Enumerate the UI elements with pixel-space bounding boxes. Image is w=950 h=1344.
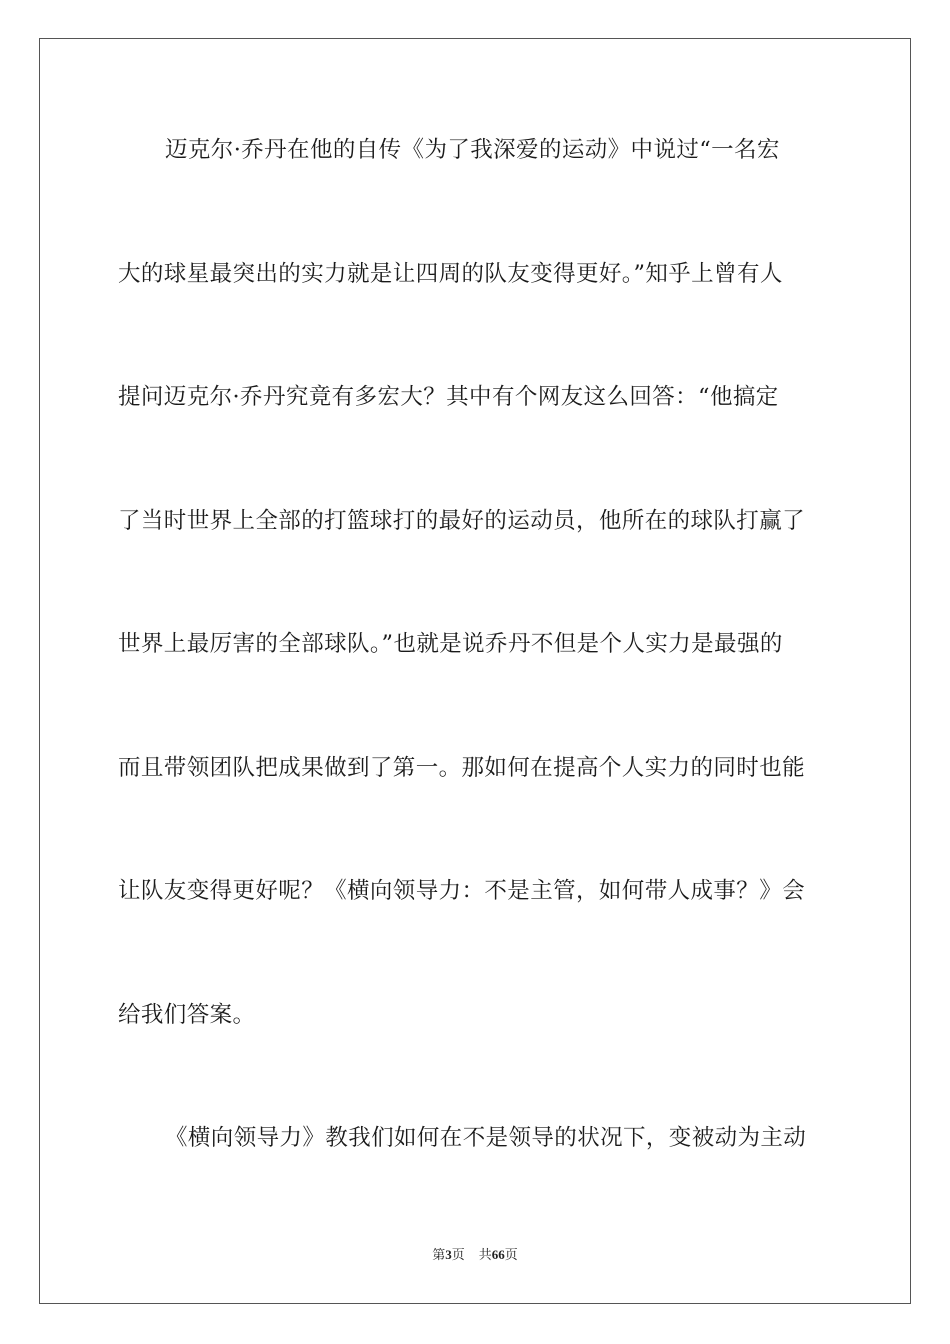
footer-total-pages: 66 [491, 1247, 505, 1262]
footer-page-prefix: 第 [432, 1248, 446, 1263]
page-border [39, 38, 911, 1304]
paragraph-2-line-1: 《横向领导力》教我们如何在不是领导的状况下，变被动为主动 [165, 1125, 807, 1151]
paragraph-1-line-2: 大的球星最突出的实力就是让四周的队友变得更好。”知乎上曾有人 [118, 261, 783, 287]
paragraph-1-line-4: 了当时世界上全部的打篮球打的最好的运动员，他所在的球队打赢了 [118, 508, 806, 534]
paragraph-1-line-6: 而且带领团队把成果做到了第一。那如何在提高个人实力的同时也能 [118, 755, 806, 781]
paragraph-1-line-8: 给我们答案。 [118, 1002, 256, 1028]
paragraph-1-line-7: 让队友变得更好呢？《横向领导力：不是主管，如何带人成事？》会 [118, 878, 806, 904]
footer-page-suffix: 页 [451, 1248, 465, 1263]
footer-total-suffix: 页 [504, 1248, 518, 1263]
paragraph-1-line-5: 世界上最厉害的全部球队。”也就是说乔丹不但是个人实力是最强的 [118, 631, 783, 657]
footer-total-prefix: 共 [478, 1248, 492, 1263]
footer-page-number: 3 [445, 1247, 452, 1262]
page-footer [0, 1246, 950, 1265]
paragraph-1-line-3: 提问迈克尔·乔丹究竟有多宏大？其中有个网友这么回答：“他搞定 [118, 384, 779, 410]
paragraph-1-line-1: 迈克尔·乔丹在他的自传《为了我深爱的运动》中说过“一名宏 [165, 137, 780, 163]
